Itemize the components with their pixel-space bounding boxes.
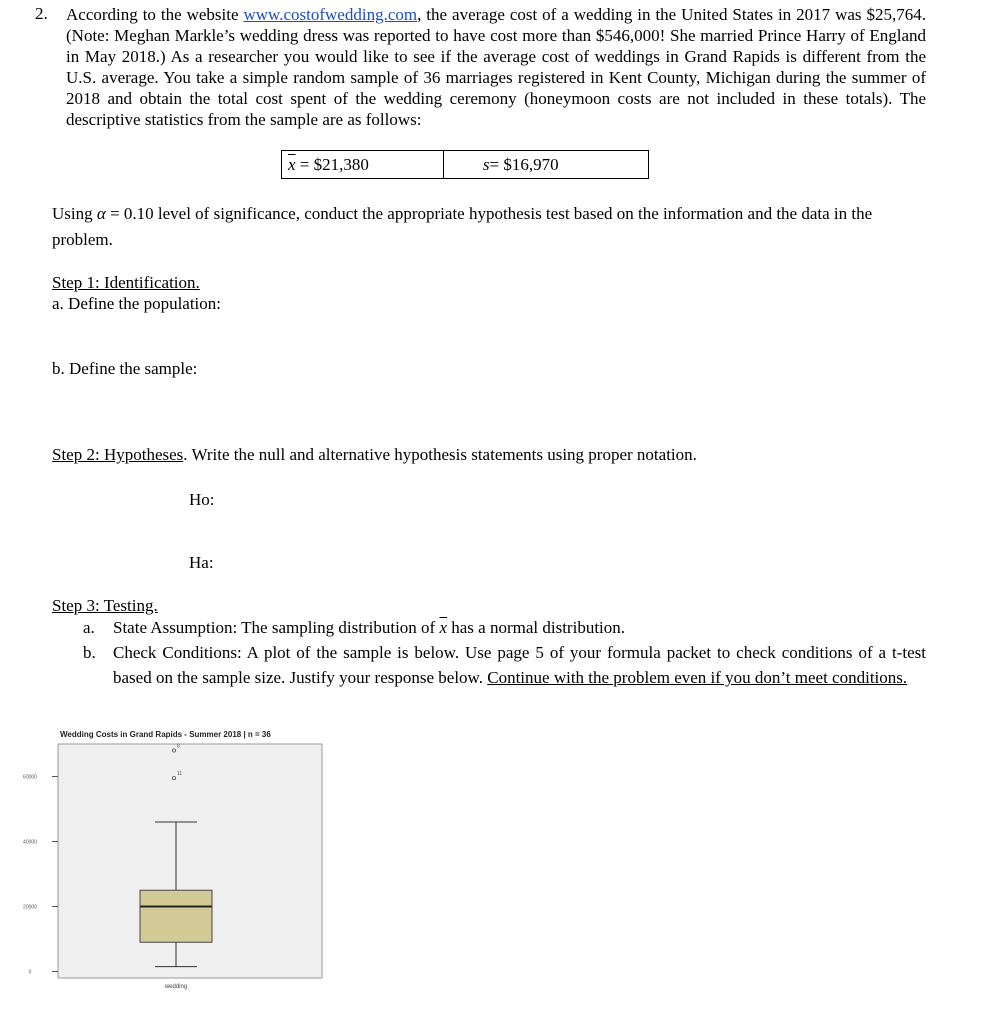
y-tick-label: 20000 [23,904,37,911]
y-tick-label: 60000 [23,774,37,781]
step3-heading: Step 3: Testing. [52,596,158,615]
xbar-symbol: $\overline{x}$ [288,154,296,174]
question-text-body: , the average cost of a wedding in the United States in 2017 was $25,764. (Note: Meghan Markle’s wedding dress was reported to have cost more than $546,000! She married Prince Harry of England in May 2018.) As a researcher you would like to see if the average cost of weddings in Grand Rapids is different from the U.S. average. You take a simple random sample of 36 marriages registered in Kent County, Michigan during the summer of 2018 and obtain the total cost spent of the wedding ceremony (honeymoon costs are not included in these totals). The descriptive statistics from the sample are as follows: [66,5,926,129]
boxplot-chart [0,740,330,1000]
question-text [66,4,926,130]
s-symbol: s [482,154,490,174]
alpha-symbol: α [96,204,106,223]
x-axis-label: wedding [164,984,188,990]
y-axis [23,775,58,976]
sample-mean-value: = $21,380 [299,154,369,174]
assumption-text-end: has a normal distribution. [447,618,626,637]
outlier-label: 8 [177,743,180,750]
step3-list [83,615,926,690]
descriptive-stats-table [281,150,649,179]
instruction-text [52,201,926,253]
step3-item-a-marker: a. [83,618,95,637]
chart-title: Wedding Costs in Grand Rapids - Summer 2018 | n = 36 [60,730,271,739]
step1-population-prompt: a. Define the population: [52,294,222,313]
source-link[interactable]: www.costofwedding.com [243,5,418,24]
step3-item-b-marker: b. [83,643,96,662]
step2-text: . Write the null and alternative hypothesis statements using proper notation. [183,445,697,464]
y-tick-label: 40000 [23,839,37,846]
step1-sample-prompt: b. Define the sample: [52,359,198,378]
step2-line [52,445,697,465]
plot-area [58,744,322,978]
instruction-body: = 0.10 level of significance, conduct the appropriate hypothesis test based on the information and the data in the problem. [52,204,873,249]
instruction-intro: Using [52,204,97,223]
step3-item-a [83,615,926,640]
iqr-box [140,890,212,942]
sample-sd-cell [443,151,649,178]
sample-sd-value: = $16,970 [489,154,559,174]
step1-heading: Step 1: Identification. [52,273,200,292]
conditions-text: Check Conditions: A plot of the sample is below. Use page 5 of your formula packet to check conditions of a t-test based on the sample size. Justify your response below. [113,643,926,687]
y-tick-label: 0 [28,969,32,976]
null-hypothesis-label: Ho: [189,490,215,509]
step2-heading: Step 2: Hypotheses [52,445,184,464]
question-text-intro: According to the website [66,5,244,24]
step3-item-b [83,640,926,690]
continue-note: Continue with the problem even if you don’t meet conditions. [487,668,908,687]
assumption-text: State Assumption: The sampling distribution of [113,618,440,637]
outlier-label: 11 [177,771,183,778]
sample-mean-cell [282,151,443,178]
xbar-symbol-inline: $\overline{x}$ [439,618,448,637]
alt-hypothesis-label: Ha: [189,553,214,572]
question-number: 2. [35,4,48,23]
